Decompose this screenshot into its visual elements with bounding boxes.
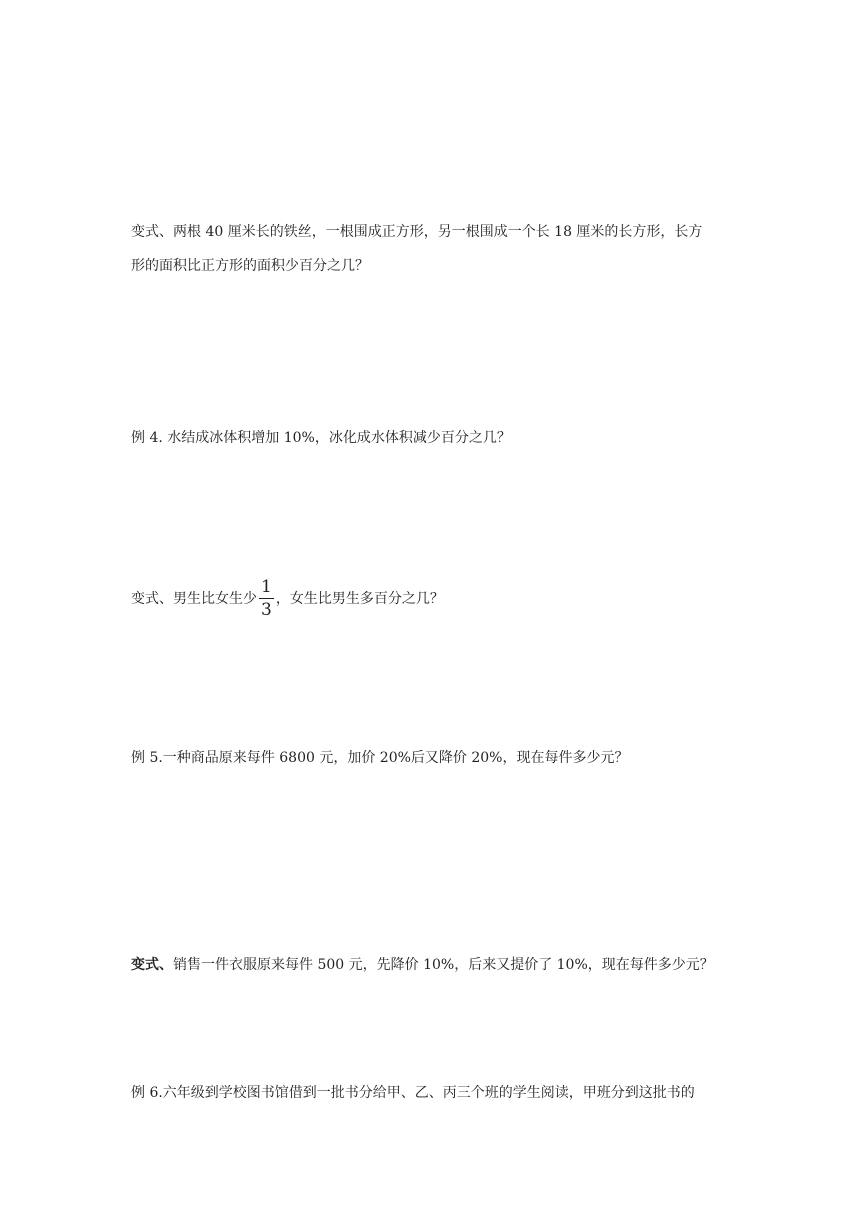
variant2-line [131,578,444,620]
variant2-suffix: ，女生比男生多百分之几？ [275,591,444,607]
fraction-one-third [259,579,274,619]
variant1-line2: 形的面积比正方形的面积少百分之几？ [131,258,369,274]
variant3-line [131,955,714,975]
example4-text: 例 4. 水结成冰体积增加 10%，冰化成水体积减少百分之几？ [131,430,511,446]
variant1-line1: 变式、两根 40 厘米长的铁丝，一根围成正方形，另一根围成一个长 18 厘米的长方形，长方 [131,224,703,240]
fraction-numerator: 1 [261,577,272,597]
fraction-denominator: 3 [261,600,272,620]
variant3-text: 销售一件衣服原来每件 500 元，先降价 10%，后来又提价了 10%，现在每件多少元？ [173,957,714,973]
variant3-label: 变式、 [131,957,173,973]
example5-text: 例 5.一种商品原来每件 6800 元，加价 20%后又降价 20%，现在每件多少元？ [131,750,629,766]
variant2-prefix: 变式、男生比女生少 [131,591,257,607]
example6-text: 例 6.六年级到学校图书馆借到一批书分给甲、乙、丙三个班的学生阅读，甲班分到这批书的 [131,1085,695,1101]
